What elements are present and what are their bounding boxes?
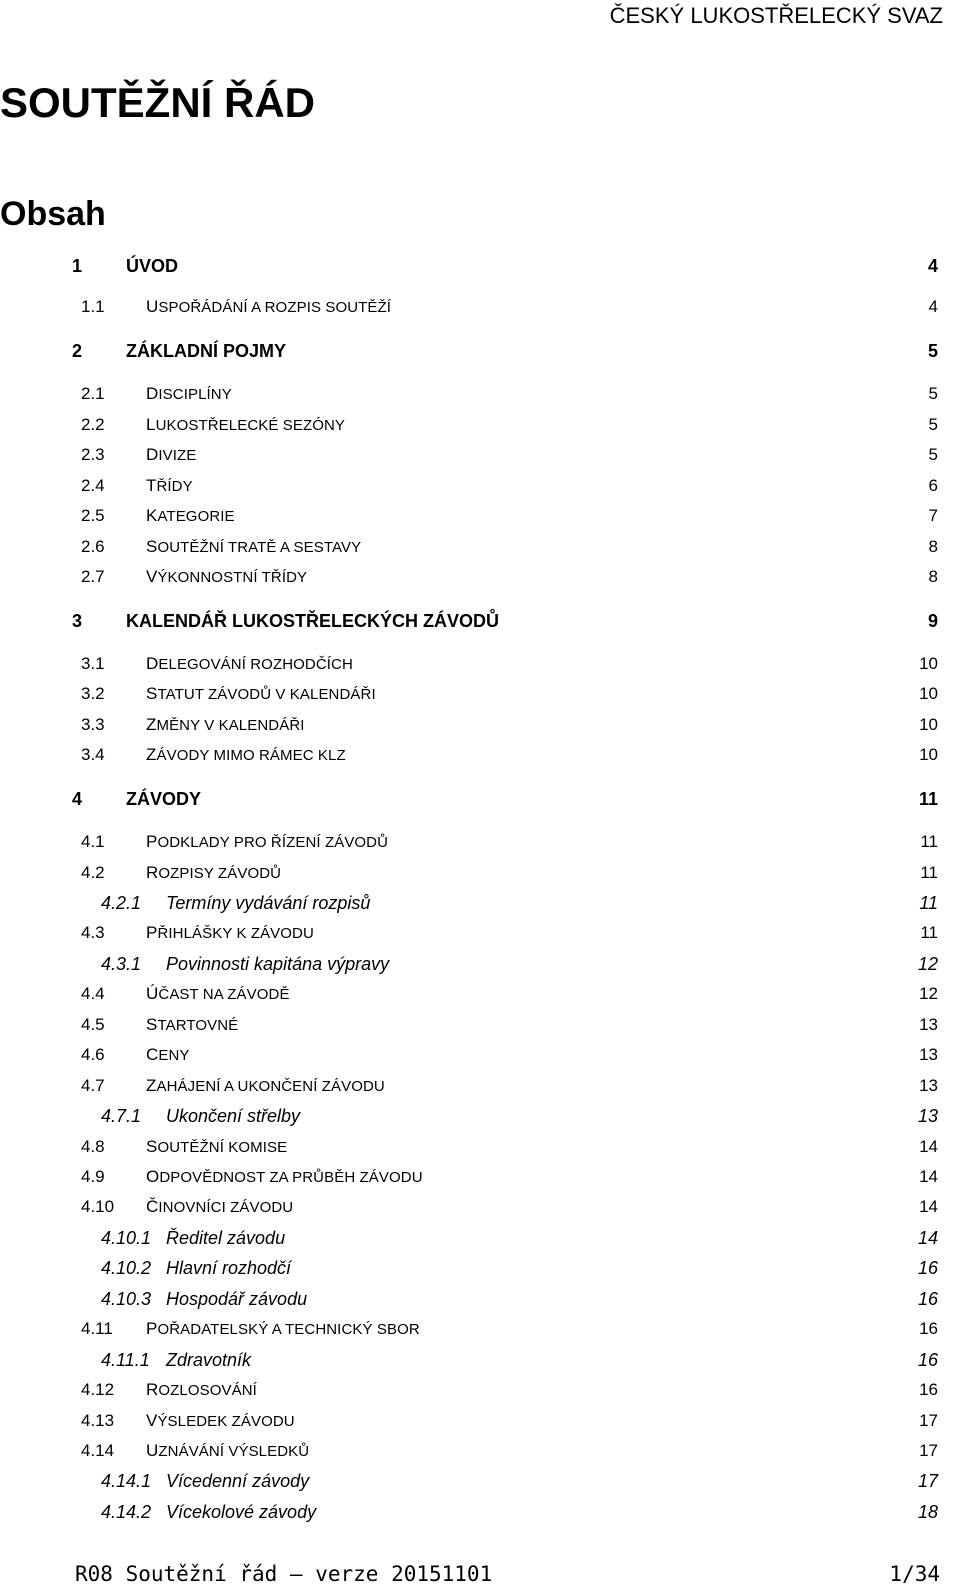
- toc-entry[interactable]: [0, 828, 960, 856]
- toc-entry-number: 4.7.1: [101, 1106, 142, 1126]
- toc-entry-title: ROZLOSOVÁNÍ: [146, 1380, 257, 1399]
- toc-entry-title: SOUTĚŽNÍ TRATĚ A SESTAVY: [146, 537, 362, 556]
- toc-entry-title: ZÁVODY: [126, 789, 202, 809]
- toc-entry[interactable]: [0, 502, 960, 530]
- toc-entry-page: 11: [920, 863, 938, 882]
- toc-entry-page: 12: [917, 954, 938, 974]
- toc-entry[interactable]: [0, 411, 960, 439]
- toc-entry-page: 5: [928, 445, 938, 464]
- toc-entry-page: 10: [919, 654, 938, 673]
- toc-entry[interactable]: [0, 1133, 960, 1161]
- toc-entry[interactable]: [0, 1163, 960, 1191]
- toc-entry-title: Ředitel závodu: [166, 1228, 286, 1248]
- toc-entry-number: 2.2: [81, 415, 105, 434]
- toc-entry-page: 16: [919, 1319, 938, 1338]
- toc-entry-number: 4.10.3: [101, 1289, 152, 1309]
- toc-entry-number: 4.3: [81, 923, 105, 942]
- toc-entry-page: 16: [917, 1289, 938, 1309]
- document-title: SOUTĚŽNÍ ŘÁD: [0, 79, 315, 126]
- toc-entry[interactable]: [0, 1011, 960, 1039]
- toc-entry-title: Povinnosti kapitána výpravy: [166, 954, 390, 974]
- toc-entry-title: KALENDÁŘ LUKOSTŘELECKÝCH ZÁVODŮ: [126, 611, 499, 631]
- footer-document-version: R08 Soutěžní řád – verze 20151101: [75, 1562, 493, 1586]
- toc-entry-page: 10: [919, 684, 938, 703]
- toc-entry-number: 4.11: [81, 1319, 113, 1338]
- toc-entry-number: 4.10.1: [101, 1228, 152, 1248]
- toc-entry-page: 5: [928, 384, 938, 403]
- toc-entry[interactable]: [0, 252, 960, 280]
- toc-entry[interactable]: [0, 889, 960, 917]
- toc-entry-page: 14: [919, 1197, 938, 1216]
- toc-entry[interactable]: [0, 441, 960, 469]
- toc-entry-page: 4: [927, 256, 938, 276]
- toc-entry-number: 3.1: [81, 654, 105, 673]
- toc-entry-title: LUKOSTŘELECKÉ SEZÓNY: [146, 415, 346, 434]
- toc-entry[interactable]: [0, 563, 960, 591]
- toc-entry-page: 13: [919, 1076, 938, 1095]
- toc-entry-page: 11: [920, 923, 938, 942]
- toc-entry-number: 3.3: [81, 715, 105, 734]
- header-organization: ČESKÝ LUKOSTŘELECKÝ SVAZ: [609, 3, 943, 28]
- toc-entry-title: USPOŘÁDÁNÍ A ROZPIS SOUTĚŽÍ: [146, 297, 392, 316]
- toc-entry-page: 5: [927, 341, 938, 361]
- toc-entry-page: 11: [920, 832, 938, 851]
- toc-entry-number: 4.5: [81, 1015, 105, 1034]
- toc-entry-title: ČINOVNÍCI ZÁVODU: [146, 1197, 294, 1216]
- toc-entry[interactable]: [0, 741, 960, 769]
- toc-entry[interactable]: [0, 980, 960, 1008]
- toc-entry-number: 4.4: [81, 984, 105, 1003]
- toc-entry-number: 4.14.1: [101, 1471, 152, 1491]
- toc-entry[interactable]: [0, 1254, 960, 1282]
- toc-entry-page: 12: [919, 984, 938, 1003]
- toc-entry-page: 7: [928, 506, 938, 525]
- toc-entry[interactable]: [0, 607, 960, 635]
- footer-page-number: 1/34: [889, 1562, 940, 1586]
- toc-entry-page: 11: [918, 789, 938, 809]
- toc-entry-title: DELEGOVÁNÍ ROZHODČÍCH: [146, 654, 353, 673]
- toc-entry-number: 1: [72, 256, 83, 276]
- toc-entry-number: 2.3: [81, 445, 105, 464]
- toc-entry-title: POŘADATELSKÝ A TECHNICKÝ SBOR: [146, 1319, 420, 1338]
- toc-entry-page: 14: [917, 1228, 938, 1248]
- toc-entry[interactable]: [0, 1102, 960, 1130]
- toc-entry-title: PODKLADY PRO ŘÍZENÍ ZÁVODŮ: [146, 832, 389, 851]
- toc-entry-number: 3.2: [81, 684, 105, 703]
- toc-entry[interactable]: [0, 919, 960, 947]
- toc-entry[interactable]: [0, 293, 960, 321]
- toc-entry-page: 8: [928, 567, 938, 586]
- toc-entry-page: 14: [919, 1167, 938, 1186]
- toc-entry-page: 10: [919, 745, 938, 764]
- toc-entry[interactable]: [0, 1467, 960, 1495]
- toc-entry-page: 13: [919, 1015, 938, 1034]
- toc-entry-title: ROZPISY ZÁVODŮ: [146, 863, 282, 882]
- toc-entry[interactable]: [0, 1072, 960, 1100]
- toc-entry-page: 6: [928, 476, 938, 495]
- toc-entry-title: UZNÁVÁNÍ VÝSLEDKŮ: [146, 1441, 310, 1460]
- toc-entry-number: 2.7: [81, 567, 105, 586]
- toc-entry-page: 10: [919, 715, 938, 734]
- toc-entry[interactable]: [0, 533, 960, 561]
- toc-entry-number: 3: [72, 611, 83, 631]
- toc-entry-title: DIVIZE: [146, 445, 197, 464]
- toc-entry-number: 2.5: [81, 506, 105, 525]
- toc-entry-page: 16: [919, 1380, 938, 1399]
- toc-entry-page: 8: [928, 537, 938, 556]
- toc-entry-number: 4.14.2: [101, 1502, 152, 1522]
- toc-entry-page: 18: [917, 1502, 938, 1522]
- toc-entry-number: 2.1: [81, 384, 105, 403]
- toc-entry-title: Hospodář závodu: [166, 1289, 308, 1309]
- toc-entry-number: 4: [72, 789, 83, 809]
- toc-entry-page: 13: [917, 1106, 938, 1126]
- toc-entry-page: 17: [919, 1411, 938, 1430]
- toc-entry-page: 14: [919, 1137, 938, 1156]
- toc-entry[interactable]: [0, 711, 960, 739]
- toc-entry[interactable]: [0, 1224, 960, 1252]
- toc-entry-number: 4.1: [81, 832, 105, 851]
- toc-entry-title: Termíny vydávání rozpisů: [166, 893, 371, 913]
- toc-entry-title: VÝSLEDEK ZÁVODU: [146, 1411, 295, 1430]
- toc-entry-title: ÚČAST NA ZÁVODĚ: [146, 984, 290, 1003]
- toc-entry-title: ZÁKLADNÍ POJMY: [126, 341, 287, 361]
- toc-entry-number: 2.4: [81, 476, 105, 495]
- toc-entry-title: Zdravotník: [166, 1350, 252, 1370]
- toc-entry-title: ZMĚNY V KALENDÁŘI: [146, 715, 305, 734]
- toc-entry-title: ÚVOD: [126, 256, 179, 276]
- toc-entry-page: 13: [919, 1045, 938, 1064]
- toc-entry-title: Hlavní rozhodčí: [166, 1258, 292, 1278]
- toc-entry-number: 4.11.1: [101, 1350, 150, 1370]
- toc-entry[interactable]: [0, 1376, 960, 1404]
- toc-entry[interactable]: [0, 472, 960, 500]
- toc-entry-title: STARTOVNÉ: [146, 1015, 239, 1034]
- toc-entry[interactable]: [0, 650, 960, 678]
- toc-entry-number: 1.1: [81, 297, 105, 316]
- toc-entry[interactable]: [0, 859, 960, 887]
- toc-entry-title: STATUT ZÁVODŮ V KALENDÁŘI: [146, 684, 376, 703]
- toc-entry-number: 3.4: [81, 745, 105, 764]
- toc-entry-number: 4.6: [81, 1045, 105, 1064]
- toc-entry-page: 16: [917, 1350, 938, 1370]
- toc-entry-title: TŘÍDY: [146, 476, 193, 495]
- toc-entry-title: Vícedenní závody: [166, 1471, 310, 1491]
- toc-entry-number: 4.2: [81, 863, 105, 882]
- toc-entry[interactable]: [0, 785, 960, 813]
- toc-entry-page: 17: [919, 1441, 938, 1460]
- toc-entry-title: ZAHÁJENÍ A UKONČENÍ ZÁVODU: [146, 1076, 385, 1095]
- toc-entry-title: Vícekolové závody: [166, 1502, 317, 1522]
- toc-entry[interactable]: [0, 1285, 960, 1313]
- toc-entry-page: 9: [927, 611, 938, 631]
- toc-entry[interactable]: [0, 950, 960, 978]
- toc-entry[interactable]: [0, 1437, 960, 1465]
- toc-entry-page: 4: [928, 297, 938, 316]
- toc-entry-number: 4.14: [81, 1441, 115, 1460]
- toc-entry-title: ODPOVĚDNOST ZA PRŮBĚH ZÁVODU: [146, 1167, 423, 1186]
- toc-entry[interactable]: [0, 1498, 960, 1526]
- toc-entry-number: 4.7: [81, 1076, 105, 1095]
- toc-entry[interactable]: [0, 1315, 960, 1343]
- toc-entry-number: 4.3.1: [101, 954, 142, 974]
- toc-entry-number: 4.12: [81, 1380, 115, 1399]
- toc-entry-page: 5: [928, 415, 938, 434]
- toc-entry-number: 4.8: [81, 1137, 105, 1156]
- toc-heading: Obsah: [0, 195, 106, 233]
- toc-entry-number: 2: [72, 341, 83, 361]
- toc-entry-page: 17: [917, 1471, 938, 1491]
- toc-entry-number: 4.13: [81, 1411, 115, 1430]
- toc-entry-title: VÝKONNOSTNÍ TŘÍDY: [146, 567, 308, 586]
- toc-entry-number: 4.10.2: [101, 1258, 152, 1278]
- toc-entry-page: 16: [917, 1258, 938, 1278]
- toc-entry-number: 4.9: [81, 1167, 105, 1186]
- toc-entry-title: KATEGORIE: [146, 506, 235, 525]
- toc-entry[interactable]: [0, 1041, 960, 1069]
- toc-entry-number: 4.2.1: [101, 893, 142, 913]
- toc-entry[interactable]: [0, 1407, 960, 1435]
- toc-entry[interactable]: [0, 337, 960, 365]
- toc-entry[interactable]: [0, 1193, 960, 1221]
- toc-entry-title: ZÁVODY MIMO RÁMEC KLZ: [146, 745, 346, 764]
- toc-entry-number: 2.6: [81, 537, 105, 556]
- toc-entry-title: SOUTĚŽNÍ KOMISE: [146, 1137, 288, 1156]
- toc-entry[interactable]: [0, 680, 960, 708]
- toc-entry-title: Ukončení střelby: [166, 1106, 301, 1126]
- toc-entry-page: 11: [919, 893, 938, 913]
- toc-entry-title: DISCIPLÍNY: [146, 384, 232, 403]
- toc-entry-title: CENY: [146, 1045, 190, 1064]
- toc-entry-number: 4.10: [81, 1197, 115, 1216]
- toc-entry-title: PŘIHLÁŠKY K ZÁVODU: [146, 923, 314, 942]
- toc-entry[interactable]: [0, 1346, 960, 1374]
- toc-entry[interactable]: [0, 380, 960, 408]
